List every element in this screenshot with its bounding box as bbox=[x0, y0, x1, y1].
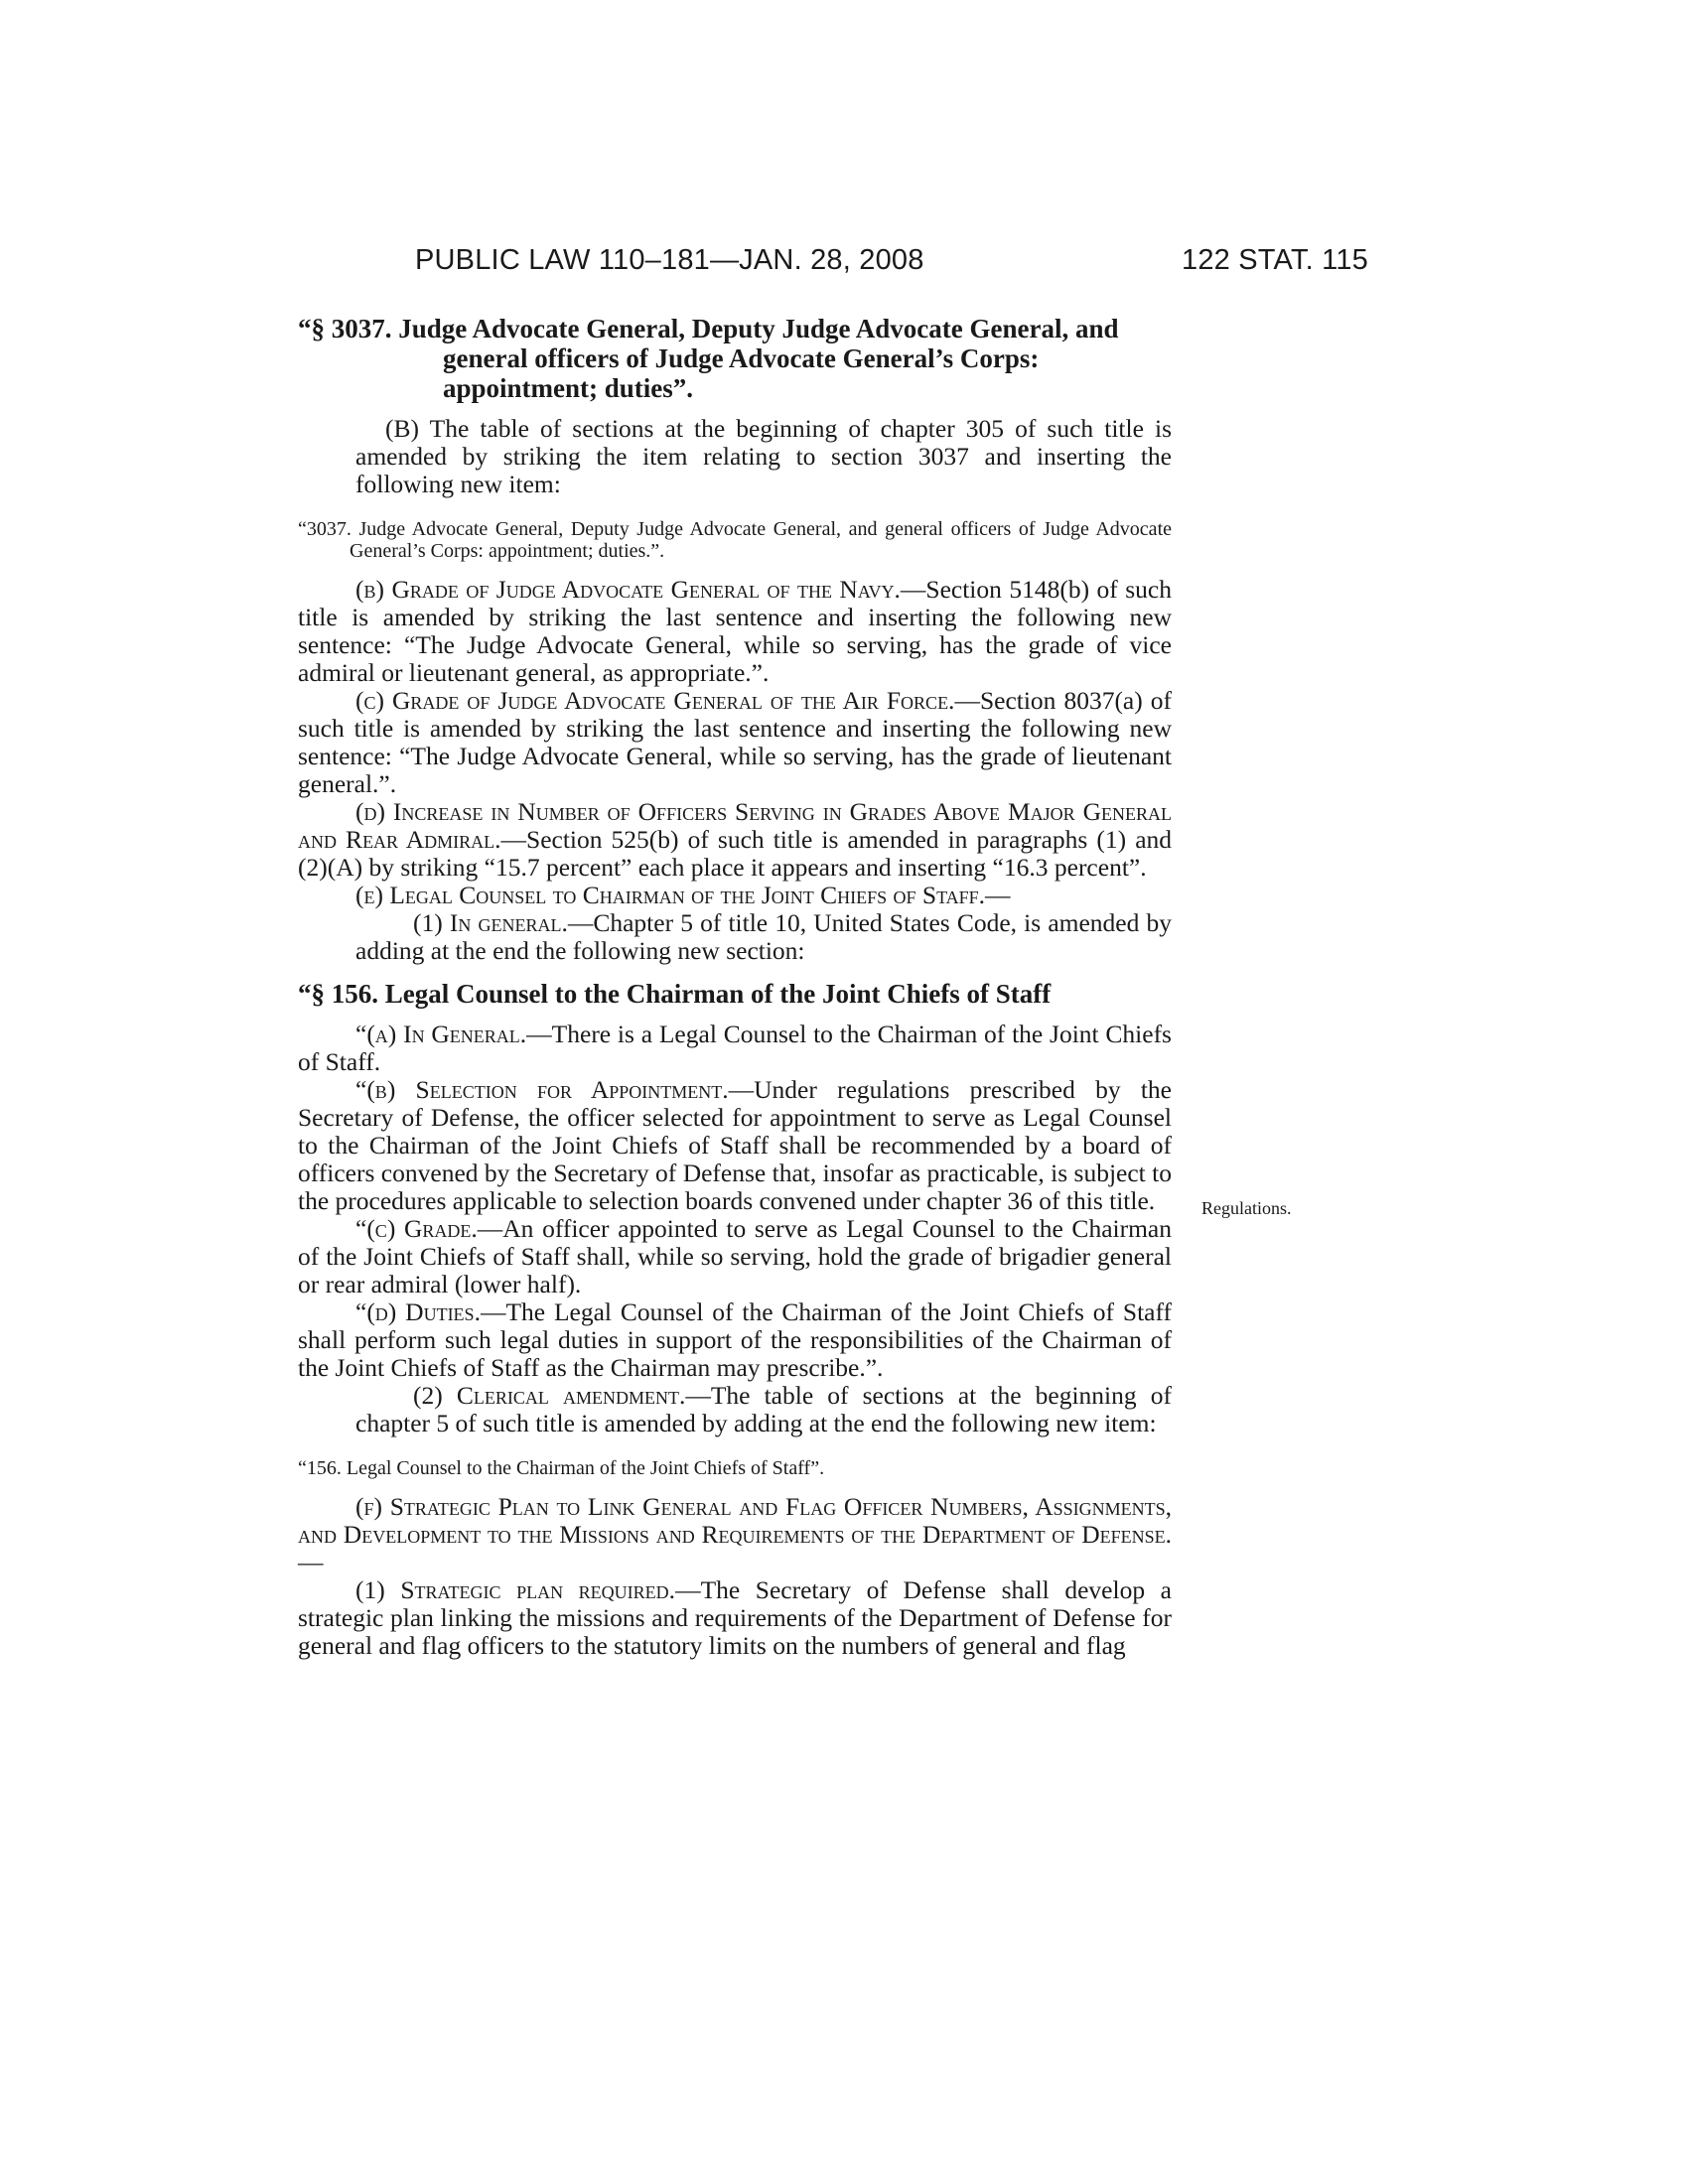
toc-item-156: “156. Legal Counsel to the Chairman of the Joint Chiefs of Staff”. bbox=[298, 1457, 825, 1479]
subsection-e-text: — bbox=[985, 881, 1011, 909]
body-text bbox=[298, 314, 1172, 1660]
running-head bbox=[415, 244, 1368, 284]
statute-page-number: 122 STAT. 115 bbox=[1182, 244, 1368, 276]
section-156-c-heading: “(c) Grade. bbox=[355, 1214, 478, 1243]
subsection-e-heading: (e) Legal Counsel to Chairman of the Joint Chiefs of Staff. bbox=[355, 881, 986, 909]
paragraph-e2-heading: (2) Clerical amendment. bbox=[413, 1381, 686, 1410]
paragraph-f1-heading: (1) Strategic plan required. bbox=[355, 1575, 676, 1604]
paragraph-e1-text: —Chapter 5 of title 10, United States Code, is amended by adding at the end the following new section: bbox=[355, 908, 1172, 965]
subsection-f bbox=[298, 1493, 1172, 1576]
section-156-b bbox=[298, 1076, 1172, 1215]
section-156-d bbox=[298, 1298, 1172, 1382]
section-156-c bbox=[298, 1215, 1172, 1298]
section-156-b-text: —Under regulations prescribed by the Secretary of Defense, the officer selected for appointment to serve as Legal Counsel to the Chairman of the Joint Chiefs of Staff shall be recommended by a board of officers convened by the Secretary of Defense that, insofar as practicable, is subject to the procedures applicable to selection boards convened under chapter 36 of this title. bbox=[298, 1075, 1172, 1215]
subsection-c-text: —Section 8037(a) of such title is amended by striking the last sentence and inserting the following new sentence: “The Judge Advocate General, while so serving, has the grade of lieutenant general.”. bbox=[298, 686, 1172, 798]
subsection-f-text: — bbox=[298, 1548, 324, 1576]
section-156-a-text: —There is a Legal Counsel to the Chairman of the Joint Chiefs of Staff. bbox=[298, 1020, 1172, 1076]
subsection-d-heading: (d) Increase in Number of Officers Serving in Grades Above Major General and Rear Admiral. bbox=[298, 797, 1172, 854]
section-156-b-heading: “(b) Selection for Appointment. bbox=[355, 1075, 729, 1104]
section-156-a-heading: “(a) In General. bbox=[355, 1020, 527, 1048]
subsection-e bbox=[298, 882, 1172, 909]
paragraph-e1 bbox=[298, 909, 1172, 965]
section-156-heading: “§ 156. Legal Counsel to the Chairman of the Joint Chiefs of Staff bbox=[298, 979, 1052, 1009]
paragraph-f1 bbox=[298, 1576, 1172, 1660]
subsection-c-heading: (c) Grade of Judge Advocate General of the Air Force. bbox=[355, 686, 955, 715]
paragraph-e2 bbox=[298, 1382, 1172, 1437]
section-156-a bbox=[298, 1021, 1172, 1076]
section-156-d-heading: “(d) Duties. bbox=[355, 1297, 481, 1326]
subsection-b-text: —Section 5148(b) of such title is amended by striking the last sentence and inserting the following new sentence: “The Judge Advocate General, while so serving, has the grade of vice admiral or lieutenant general, as appropriate.”. bbox=[298, 575, 1172, 687]
section-3037-heading: “§ 3037. Judge Advocate General, Deputy Judge Advocate General, and general officers of Judge Advocate General’s Corps: appointment; duties”. bbox=[298, 314, 1119, 403]
paragraph-e1-heading: (1) In general. bbox=[413, 908, 568, 937]
paragraph-B: (B) The table of sections at the beginning of chapter 305 of such title is amended by striking the item relating to section 3037 and inserting the following new item: bbox=[355, 414, 1172, 498]
subsection-d bbox=[298, 798, 1172, 882]
toc-item-3037: “3037. Judge Advocate General, Deputy Judge Advocate General, and general officers of Judge Advocate General’s Corps: appointment; duties.”. bbox=[298, 518, 1172, 562]
subsection-d-text: —Section 525(b) of such title is amended in paragraphs (1) and (2)(A) by striking “15.7 percent” each place it appears and inserting “16.3 percent”. bbox=[298, 825, 1173, 882]
subsection-c bbox=[298, 687, 1172, 798]
subsection-b-heading: (b) Grade of Judge Advocate General of the Navy. bbox=[355, 575, 901, 604]
paragraph-f1-text: —The Secretary of Defense shall develop a strategic plan linking the missions and requirements of the Department of Defense for general and flag officers to the statutory limits on the numbers of general and flag bbox=[298, 1575, 1172, 1660]
running-head-title: PUBLIC LAW 110–181—JAN. 28, 2008 bbox=[415, 244, 924, 276]
paragraph-e2-text: —The table of sections at the beginning of chapter 5 of such title is amended by adding at the end the following new item: bbox=[355, 1381, 1172, 1437]
margin-note-regulations: Regulations. bbox=[1201, 1198, 1292, 1218]
subsection-f-heading: (f) Strategic Plan to Link General and Flag Officer Numbers, Assignments, and Development to the Missions and Requirements of the Department of Defense. bbox=[298, 1492, 1172, 1549]
section-156-c-text: —An officer appointed to serve as Legal Counsel to the Chairman of the Joint Chiefs of Staff shall, while so serving, hold the grade of brigadier general or rear admiral (lower half). bbox=[298, 1214, 1172, 1298]
section-156-d-text: —The Legal Counsel of the Chairman of the Joint Chiefs of Staff shall perform such legal duties in support of the responsibilities of the Chairman of the Joint Chiefs of Staff as the Chairman may prescribe.”. bbox=[298, 1297, 1173, 1382]
subsection-b bbox=[298, 576, 1172, 687]
